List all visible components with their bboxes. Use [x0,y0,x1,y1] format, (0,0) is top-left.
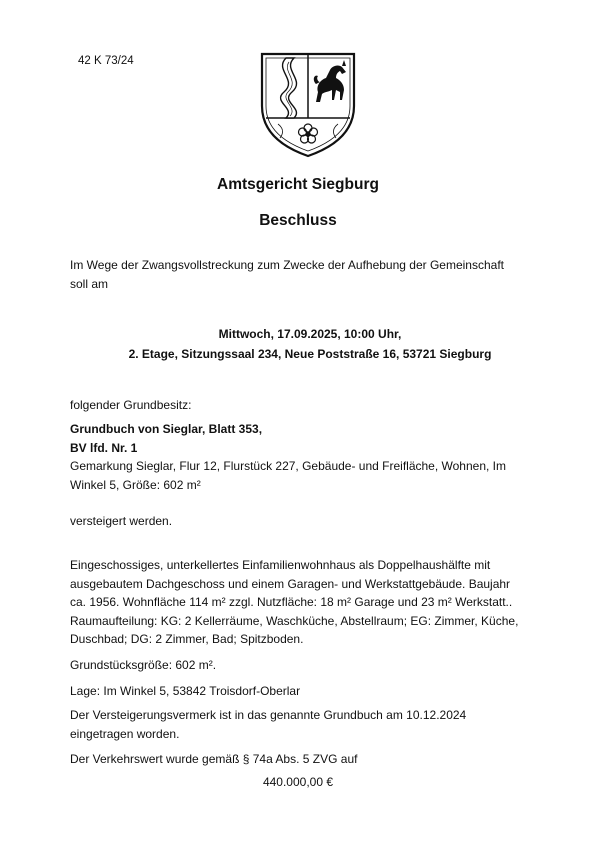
registration-line: Der Versteigerungsvermerk ist in das genannte Grundbuch am 10.12.2024 [70,708,467,722]
property-description-line: Gemarkung Sieglar, Flur 12, Flurstück 227, Gebäude- und Freifläche, Wohnen, Im [70,459,506,473]
description-line: Duschbad; DG: 2 Zimmer, Bad; Spitzboden. [70,632,304,646]
property-block [70,420,530,494]
bv-number: BV lfd. Nr. 1 [70,440,138,455]
registration-note [70,706,530,743]
description-line: Raumaufteilung: KG: 2 Kellerräume, Waschküche, Abstellraum; EG: Zimmer, Küche, [70,613,519,628]
property-description-line: Winkel 5, Größe: 602 m² [70,477,201,492]
registration-line: eingetragen worden. [70,726,180,741]
land-register: Grundbuch von Sieglar, Blatt 353, [70,422,263,436]
market-value-amount: 440.000,00 € [262,775,334,789]
description-line: ca. 1956. Wohnfläche 114 m² zzgl. Nutzfläche: 18 m² Garage und 23 m² Werkstatt.. [70,595,513,609]
property-location: Lage: Im Winkel 5, 53842 Troisdorf-Oberlar [70,684,301,698]
plot-size: Grundstücksgröße: 602 m². [70,658,217,672]
intro-line: soll am [70,276,109,291]
versteigert-text: versteigert werden. [70,514,173,528]
coat-of-arms-icon [256,44,360,160]
description-line: Eingeschossiges, unterkellertes Einfamilienwohnhaus als Doppelhaushälfte mit [70,558,491,572]
appointment [70,324,550,364]
building-description [70,556,530,649]
property-heading: folgender Grundbesitz: [70,398,192,412]
market-value-text: Der Verkehrswert wurde gemäß § 74a Abs. 5 ZVG auf [70,752,358,766]
description-line: ausgebautem Dachgeschoss und einem Garagen- und Werkstattgebäude. Baujahr [70,576,511,591]
intro-text [70,256,530,293]
case-number: 42 K 73/24 [78,55,134,67]
intro-line: Im Wege der Zwangsvollstreckung zum Zwecke der Aufhebung der Gemeinschaft [70,258,504,272]
document-title: Beschluss [259,212,337,229]
court-name: Amtsgericht Siegburg [217,176,379,193]
appointment-date-time: Mittwoch, 17.09.2025, 10:00 Uhr, [218,327,402,341]
appointment-location: 2. Etage, Sitzungssaal 234, Neue Poststraße 16, 53721 Siegburg [128,347,492,361]
